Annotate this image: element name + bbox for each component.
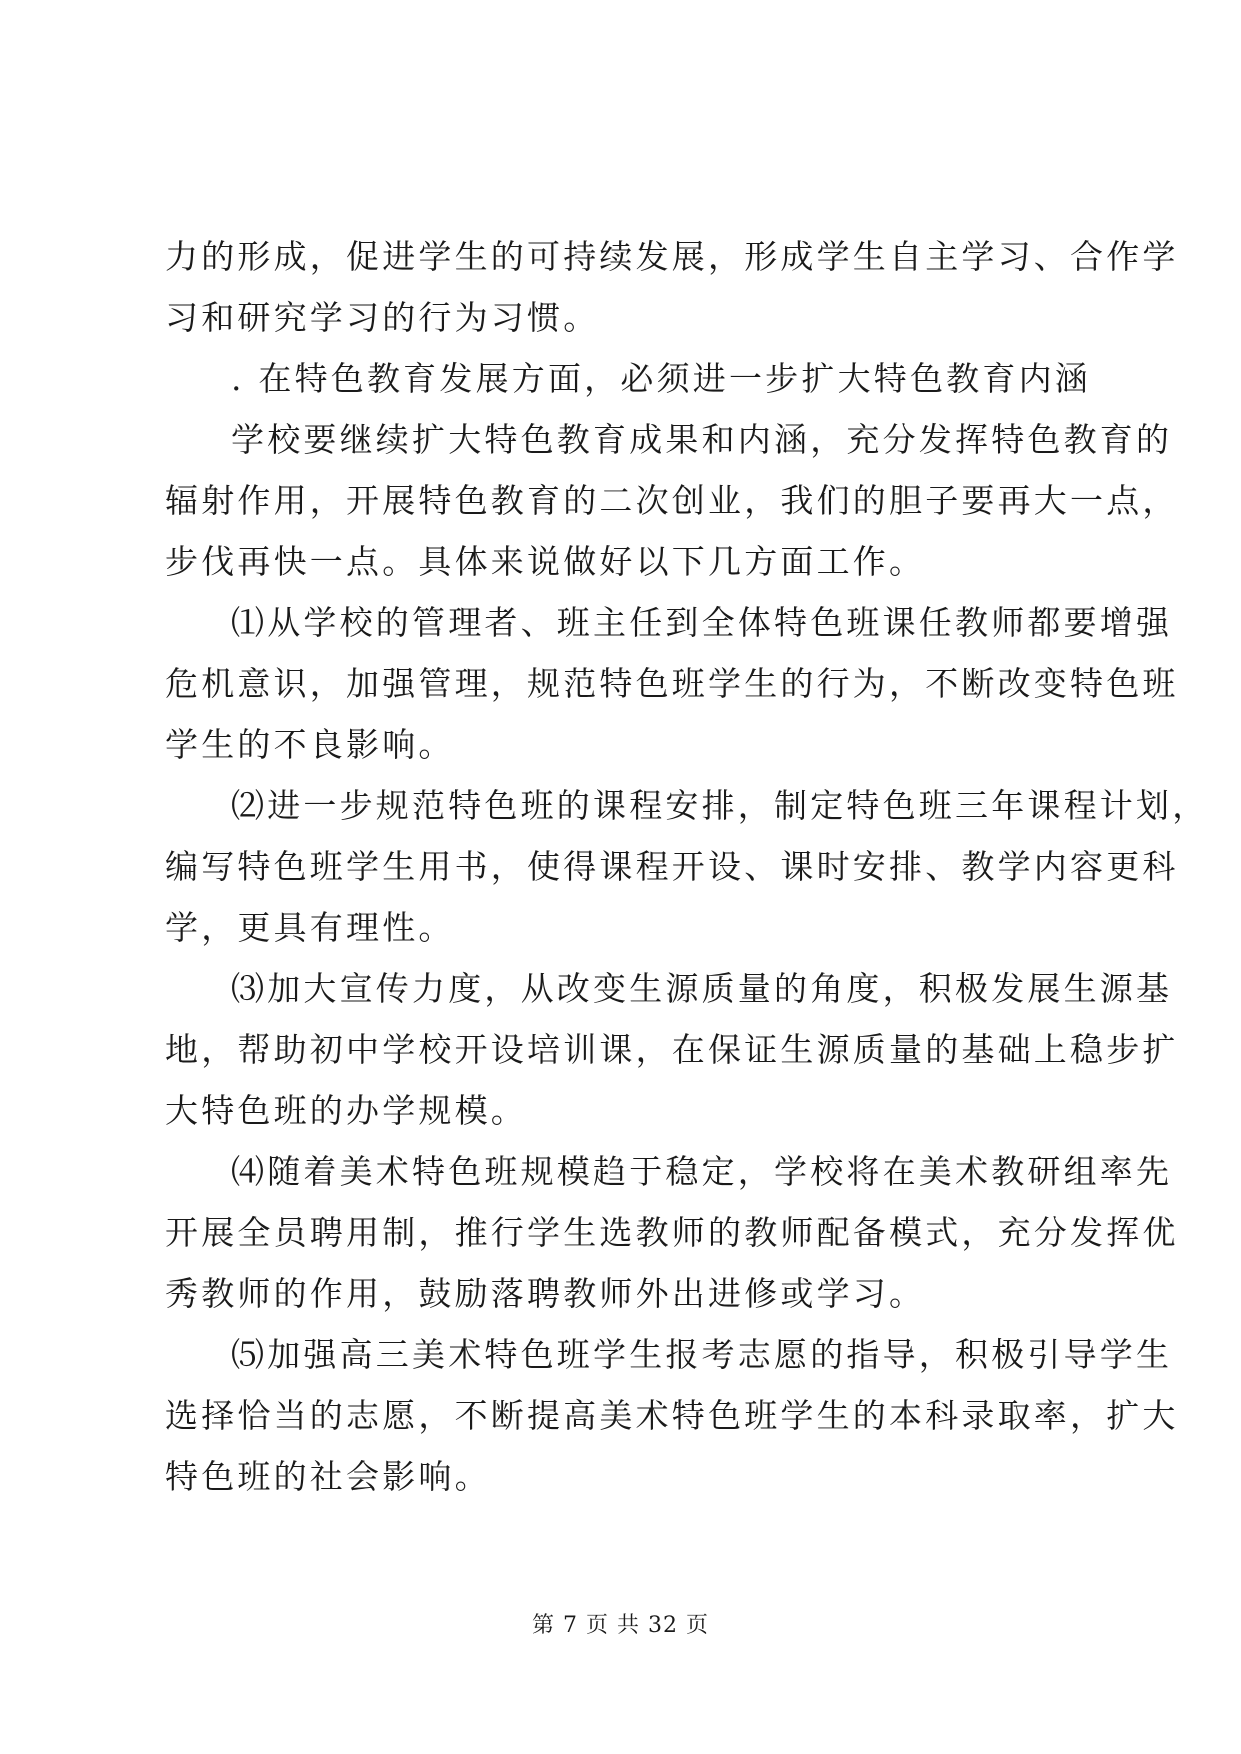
text-line: 步伐再快一点。具体来说做好以下几方面工作。 [165, 542, 926, 581]
text-line: 力的形成，促进学生的可持续发展，形成学生自主学习、合作学 [165, 237, 1179, 276]
text-line: 危机意识，加强管理，规范特色班学生的行为，不断改变特色班 [165, 664, 1179, 703]
text-line: 大特色班的办学规模。 [165, 1091, 527, 1130]
text-line: 特色班的社会影响。 [165, 1457, 491, 1496]
list-item-2: ⑵进一步规范特色班的课程安排，制定特色班三年课程计划， [231, 786, 1209, 825]
section-heading: . 在特色教育发展方面，必须进一步扩大特色教育内涵 [231, 359, 1091, 398]
text-line: 辐射作用，开展特色教育的二次创业，我们的胆子要再大一点， [165, 481, 1179, 520]
document-body [165, 226, 1209, 1507]
text-line: 开展全员聘用制，推行学生选教师的教师配备模式，充分发挥优 [165, 1213, 1179, 1252]
text-line: 学生的不良影响。 [165, 725, 455, 764]
text-line: 秀教师的作用，鼓励落聘教师外出进修或学习。 [165, 1274, 926, 1313]
text-line: 学，更具有理性。 [165, 908, 455, 947]
text-line: 学校要继续扩大特色教育成果和内涵，充分发挥特色教育的 [231, 420, 1173, 459]
list-item-3: ⑶加大宣传力度，从改变生源质量的角度，积极发展生源基 [231, 969, 1173, 1008]
list-item-5: ⑸加强高三美术特色班学生报考志愿的指导，积极引导学生 [231, 1335, 1173, 1374]
text-line: 编写特色班学生用书，使得课程开设、课时安排、教学内容更科 [165, 847, 1179, 886]
list-item-1: ⑴从学校的管理者、班主任到全体特色班课任教师都要增强 [231, 603, 1173, 642]
page-number-footer: 第 7 页 共 32 页 [532, 1613, 709, 1638]
text-line: 地，帮助初中学校开设培训课，在保证生源质量的基础上稳步扩 [165, 1030, 1179, 1069]
list-item-4: ⑷随着美术特色班规模趋于稳定，学校将在美术教研组率先 [231, 1152, 1173, 1191]
text-line: 选择恰当的志愿，不断提高美术特色班学生的本科录取率，扩大 [165, 1396, 1179, 1435]
text-line: 习和研究学习的行为习惯。 [165, 298, 600, 337]
